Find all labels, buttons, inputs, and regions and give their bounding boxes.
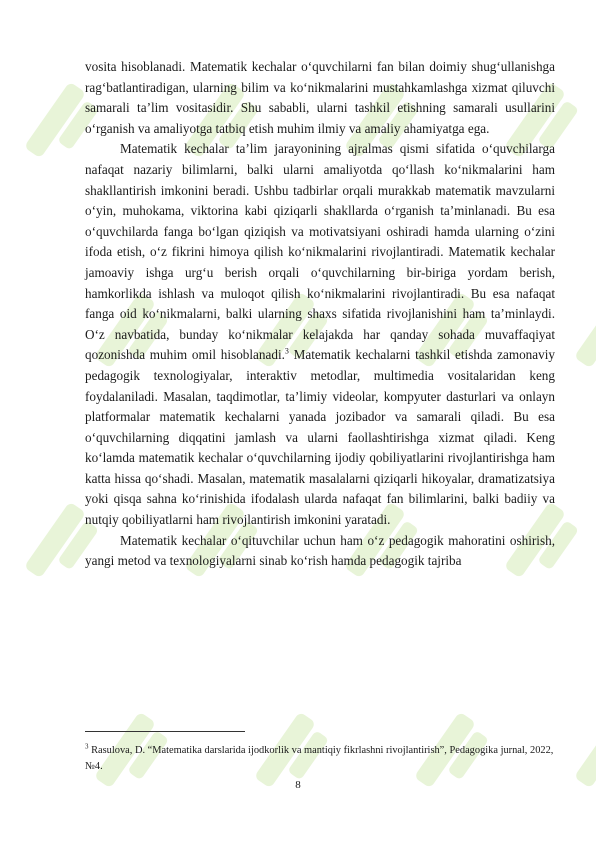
paragraph-2-text-a: Matematik kechalar ta’lim jarayonining ajralmas qismi sifatida o‘quvchilarga nafaqat nazariy bilimlarni, balki ularni amaliyotda qo‘llash ko‘nikmalarini ham shakllantirish imkonini beradi. Ushbu tadbirlar orqali murakkab matematik mavzularni o‘yin, muhokama, viktorina kabi qiziqarli shakllarda o‘rganish ta’minlanadi. Bu esa o‘quvchilarda fanga bo‘lgan qiziqish va motivatsiyani oshiradi hamda ularning o‘zini ifoda etish, o‘z fikrini himoya qilish ko‘nikmalarini rivojlantiradi. Matematik kechalar jamoaviy ishga urg‘u berish orqali o‘quvchilarning bir-biriga yordam berish, hamkorlikda ishlash va muloqot qilish ko‘nikmalarini rivojlantiradi. Bu esa nafaqat fanga oid ko‘nikmalarni, balki ularning shaxs sifatida rivojlanishini ham ta’minlaydi. O‘z navbatida, bunday ko‘nikmalar kelajakda har qanday sohada muvaffaqiyat qozonishda muhim omil hisoblanadi.	[85, 141, 555, 363]
paragraph-1: vosita hisoblanadi. Matematik kechalar o‘quvchilarni fan bilan doimiy shug‘ullanishga rag‘batlantiradigan, ularning bilim va ko‘nikmalarini mustahkamlashga xizmat qiluvchi samarali ta’lim vositasidir. Shu sababli, ularni tashkil etishning samarali usullarini o‘rganish va amaliyotga tatbiq etish muhim ilmiy va amaliy ahamiyatga ega.	[85, 59, 555, 136]
paragraph-3: Matematik kechalar o‘qituvchilar uchun ham o‘z pedagogik mahoratini oshirish, yangi metod va texnologiyalarni sinab ko‘rish hamda pedagogik tajriba	[85, 532, 555, 569]
paragraph-2-text-b: Matematik kechalarni tashkil etishda zamonaviy pedagogik texnologiyalar, interaktiv metodlar, multimedia vositalaridan keng foydalaniladi. Masalan, taqdimotlar, ta’limiy videolar, kompyuter dasturlari va onlayn platformalar matematik kechalarni yanada jozibador va samarali qiladi. Bu esa o‘quvchilarning diqqatini jamlash va ularni faollashtirishga xizmat qiladi. Keng ko‘lamda matematik kechalar o‘quvchilarning ijodiy qobiliyatlarini rivojlantirishga ham katta hissa qo‘shadi. Masalan, matematik masalalarni qiziqarli hikoyalar, dramatizatsiya yoki qisqa sahna ko‘rinishida ifodalash ularda nafaqat fan bilimlarini, balki badiiy va nutqiy qobiliyatlarni ham rivojlantirish imkonini yaratadi.	[85, 347, 555, 528]
paragraph-2	[85, 139, 555, 530]
watermark-mark	[574, 291, 596, 379]
footnote-text: Rasulova, D. “Matematika darslarida ijodkorlik va mantiqiy fikrlashni rivojlantirish”, Pedagogika jurnal, 2022, №4.	[85, 745, 554, 772]
body-text	[85, 57, 555, 572]
page-number: 8	[295, 779, 301, 791]
footnote-number: 3	[85, 742, 89, 751]
footnote-divider	[85, 731, 245, 732]
footnote	[85, 743, 555, 775]
footnote-reference: 3	[284, 346, 289, 356]
